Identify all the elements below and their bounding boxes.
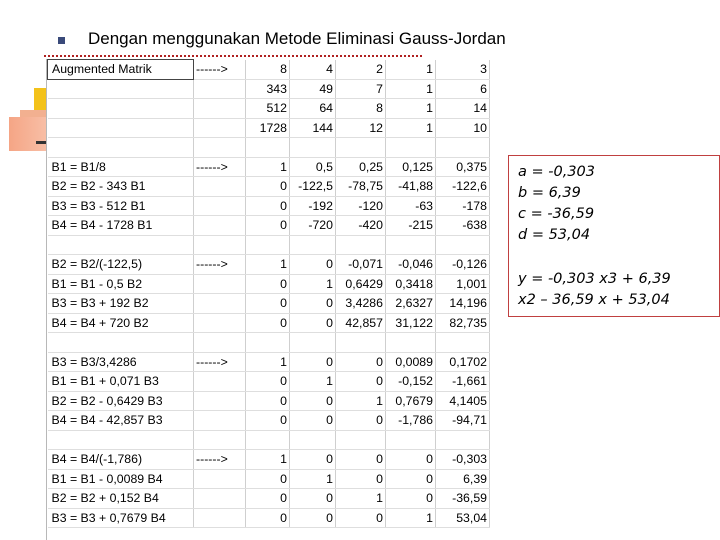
slide-heading: Dengan menggunakan Metode Eliminasi Gauss-Jordan xyxy=(88,29,506,48)
table-row xyxy=(48,196,490,216)
value-cell: 0 xyxy=(290,489,336,509)
empty-cell xyxy=(194,274,246,294)
arrow-cell: ------> xyxy=(194,352,246,372)
empty-cell xyxy=(194,99,246,119)
result-box xyxy=(508,155,720,317)
result-a: a = -0,303 xyxy=(518,164,595,180)
empty-cell xyxy=(246,333,290,353)
row-label: B4 = B4 - 42,857 B3 xyxy=(48,411,194,431)
table-row xyxy=(48,313,490,333)
value-cell: 2 xyxy=(336,60,386,80)
value-cell: 1 xyxy=(246,352,290,372)
value-cell: -0,126 xyxy=(436,255,490,275)
value-cell: 0 xyxy=(386,489,436,509)
value-cell: -0,303 xyxy=(436,450,490,470)
value-cell: 0 xyxy=(290,411,336,431)
row-label: B1 = B1 - 0,0089 B4 xyxy=(48,469,194,489)
table-row xyxy=(48,216,490,236)
empty-cell xyxy=(386,235,436,255)
value-cell: 0 xyxy=(336,508,386,528)
value-cell: 53,04 xyxy=(436,508,490,528)
value-cell: 1 xyxy=(336,391,386,411)
value-cell: 1 xyxy=(246,255,290,275)
value-cell: 0 xyxy=(290,255,336,275)
bullet-square-icon xyxy=(58,37,65,44)
row-label: B2 = B2 - 0,6429 B3 xyxy=(48,391,194,411)
result-equation-line-1: y = -0,303 x3 + 6,39 xyxy=(518,271,671,287)
value-cell: 1 xyxy=(290,372,336,392)
value-cell: 0 xyxy=(246,508,290,528)
value-cell: -63 xyxy=(386,196,436,216)
decorative-dark-line xyxy=(36,141,46,144)
value-cell: 0 xyxy=(246,216,290,236)
blank-row xyxy=(48,138,490,158)
value-cell: 0 xyxy=(336,469,386,489)
empty-cell xyxy=(194,79,246,99)
empty-cell xyxy=(436,333,490,353)
table-row xyxy=(48,157,490,177)
empty-cell xyxy=(194,313,246,333)
value-cell: 1 xyxy=(386,118,436,138)
empty-cell xyxy=(194,372,246,392)
value-cell: 0 xyxy=(290,294,336,314)
row-label: B3 = B3 - 512 B1 xyxy=(48,196,194,216)
blank-row xyxy=(48,430,490,450)
table-row xyxy=(48,352,490,372)
value-cell: -36,59 xyxy=(436,489,490,509)
empty-cell xyxy=(194,235,246,255)
result-equation-line-2: x2 – 36,59 x + 53,04 xyxy=(518,292,670,308)
value-cell: 0 xyxy=(386,450,436,470)
value-cell: 64 xyxy=(290,99,336,119)
value-cell: -0,152 xyxy=(386,372,436,392)
empty-cell xyxy=(194,216,246,236)
value-cell: 3 xyxy=(436,60,490,80)
value-cell: 1 xyxy=(246,450,290,470)
value-cell: 14 xyxy=(436,99,490,119)
value-cell: 0 xyxy=(336,450,386,470)
row-label: B1 = B1 + 0,071 B3 xyxy=(48,372,194,392)
table-row xyxy=(48,508,490,528)
empty-cell xyxy=(246,235,290,255)
empty-cell xyxy=(48,138,194,158)
value-cell: -122,5 xyxy=(290,177,336,197)
spreadsheet-image xyxy=(46,59,489,540)
empty-cell xyxy=(48,333,194,353)
value-cell: 10 xyxy=(436,118,490,138)
value-cell: 7 xyxy=(336,79,386,99)
result-c: c = -36,59 xyxy=(518,206,595,222)
value-cell: 1728 xyxy=(246,118,290,138)
empty-cell xyxy=(336,138,386,158)
empty-cell xyxy=(436,430,490,450)
value-cell: 0,5 xyxy=(290,157,336,177)
value-cell: 0,3418 xyxy=(386,274,436,294)
value-cell: 0,25 xyxy=(336,157,386,177)
value-cell: 14,196 xyxy=(436,294,490,314)
empty-cell xyxy=(194,391,246,411)
value-cell: 0 xyxy=(336,372,386,392)
arrow-cell: ------> xyxy=(194,450,246,470)
value-cell: 8 xyxy=(246,60,290,80)
empty-cell xyxy=(336,333,386,353)
value-cell: 1 xyxy=(336,489,386,509)
row-label: B3 = B3 + 0,7679 B4 xyxy=(48,508,194,528)
value-cell: 0,6429 xyxy=(336,274,386,294)
empty-cell xyxy=(290,138,336,158)
empty-cell xyxy=(194,469,246,489)
value-cell: -120 xyxy=(336,196,386,216)
spellcheck-underline xyxy=(44,55,424,57)
table-row xyxy=(48,372,490,392)
value-cell: 0 xyxy=(246,411,290,431)
value-cell: 31,122 xyxy=(386,313,436,333)
value-cell: 82,735 xyxy=(436,313,490,333)
value-cell: 0 xyxy=(290,508,336,528)
value-cell: 2,6327 xyxy=(386,294,436,314)
value-cell: 1 xyxy=(386,99,436,119)
row-label: B1 = B1/8 xyxy=(48,157,194,177)
empty-cell xyxy=(290,333,336,353)
row-label: B2 = B2 + 0,152 B4 xyxy=(48,489,194,509)
table-row xyxy=(48,255,490,275)
empty-cell xyxy=(48,118,194,138)
value-cell: 42,857 xyxy=(336,313,386,333)
value-cell: 0 xyxy=(336,352,386,372)
value-cell: 1 xyxy=(386,79,436,99)
empty-cell xyxy=(194,294,246,314)
value-cell: -178 xyxy=(436,196,490,216)
table-row xyxy=(48,294,490,314)
value-cell: 512 xyxy=(246,99,290,119)
value-cell: -94,71 xyxy=(436,411,490,431)
value-cell: 1 xyxy=(246,157,290,177)
empty-cell xyxy=(386,138,436,158)
value-cell: 0 xyxy=(290,352,336,372)
value-cell: 0,125 xyxy=(386,157,436,177)
table-row xyxy=(48,274,490,294)
value-cell: 0 xyxy=(336,411,386,431)
empty-cell xyxy=(194,411,246,431)
value-cell: 343 xyxy=(246,79,290,99)
value-cell: 0,7679 xyxy=(386,391,436,411)
row-label: Augmented Matrik xyxy=(48,60,194,80)
table-row xyxy=(48,489,490,509)
decorative-orange-block xyxy=(9,117,49,151)
value-cell: 4 xyxy=(290,60,336,80)
table-row xyxy=(48,118,490,138)
empty-cell xyxy=(194,118,246,138)
empty-cell xyxy=(386,430,436,450)
value-cell: -638 xyxy=(436,216,490,236)
value-cell: -41,88 xyxy=(386,177,436,197)
value-cell: -1,786 xyxy=(386,411,436,431)
value-cell: 0 xyxy=(246,294,290,314)
value-cell: 1 xyxy=(290,274,336,294)
value-cell: 0 xyxy=(246,313,290,333)
value-cell: 0 xyxy=(290,391,336,411)
empty-cell xyxy=(194,430,246,450)
row-label: B4 = B4/(-1,786) xyxy=(48,450,194,470)
blank-row xyxy=(48,333,490,353)
table-row xyxy=(48,99,490,119)
value-cell: 3,4286 xyxy=(336,294,386,314)
value-cell: 0,1702 xyxy=(436,352,490,372)
empty-cell xyxy=(194,177,246,197)
value-cell: 0 xyxy=(246,274,290,294)
value-cell: 1 xyxy=(290,469,336,489)
table-row xyxy=(48,79,490,99)
value-cell: 49 xyxy=(290,79,336,99)
empty-cell xyxy=(48,430,194,450)
table-row xyxy=(48,60,490,80)
value-cell: 0 xyxy=(386,469,436,489)
value-cell: -122,6 xyxy=(436,177,490,197)
value-cell: -0,071 xyxy=(336,255,386,275)
value-cell: 1,001 xyxy=(436,274,490,294)
arrow-cell: ------> xyxy=(194,255,246,275)
value-cell: -1,661 xyxy=(436,372,490,392)
empty-cell xyxy=(194,489,246,509)
result-b: b = 6,39 xyxy=(518,185,581,201)
empty-cell xyxy=(246,138,290,158)
value-cell: 0 xyxy=(246,489,290,509)
empty-cell xyxy=(48,79,194,99)
table-row xyxy=(48,177,490,197)
gauss-jordan-table xyxy=(47,59,490,528)
row-label: B3 = B3/3,4286 xyxy=(48,352,194,372)
empty-cell xyxy=(336,430,386,450)
arrow-cell: ------> xyxy=(194,157,246,177)
value-cell: 0 xyxy=(246,391,290,411)
empty-cell xyxy=(194,138,246,158)
value-cell: 0 xyxy=(246,372,290,392)
value-cell: -78,75 xyxy=(336,177,386,197)
value-cell: 0,375 xyxy=(436,157,490,177)
table-row xyxy=(48,391,490,411)
table-row xyxy=(48,450,490,470)
table-row xyxy=(48,411,490,431)
empty-cell xyxy=(436,138,490,158)
empty-cell xyxy=(194,333,246,353)
value-cell: -720 xyxy=(290,216,336,236)
row-label: B4 = B4 - 1728 B1 xyxy=(48,216,194,236)
empty-cell xyxy=(290,430,336,450)
value-cell: 0 xyxy=(290,313,336,333)
empty-cell xyxy=(336,235,386,255)
row-label: B3 = B3 + 192 B2 xyxy=(48,294,194,314)
value-cell: -420 xyxy=(336,216,386,236)
value-cell: 8 xyxy=(336,99,386,119)
empty-cell xyxy=(48,99,194,119)
value-cell: -215 xyxy=(386,216,436,236)
value-cell: 1 xyxy=(386,508,436,528)
value-cell: 0 xyxy=(290,450,336,470)
empty-cell xyxy=(194,508,246,528)
empty-cell xyxy=(386,333,436,353)
value-cell: -192 xyxy=(290,196,336,216)
row-label: B2 = B2/(-122,5) xyxy=(48,255,194,275)
blank-row xyxy=(48,235,490,255)
row-label: B2 = B2 - 343 B1 xyxy=(48,177,194,197)
row-label: B4 = B4 + 720 B2 xyxy=(48,313,194,333)
arrow-cell: ------> xyxy=(194,60,246,80)
value-cell: -0,046 xyxy=(386,255,436,275)
value-cell: 0 xyxy=(246,469,290,489)
value-cell: 6,39 xyxy=(436,469,490,489)
row-label: B1 = B1 - 0,5 B2 xyxy=(48,274,194,294)
value-cell: 6 xyxy=(436,79,490,99)
empty-cell xyxy=(194,196,246,216)
value-cell: 0 xyxy=(246,177,290,197)
value-cell: 1 xyxy=(386,60,436,80)
result-d: d = 53,04 xyxy=(518,227,591,243)
empty-cell xyxy=(48,235,194,255)
value-cell: 12 xyxy=(336,118,386,138)
value-cell: 4,1405 xyxy=(436,391,490,411)
empty-cell xyxy=(290,235,336,255)
value-cell: 0 xyxy=(246,196,290,216)
empty-cell xyxy=(436,235,490,255)
table-row xyxy=(48,469,490,489)
value-cell: 144 xyxy=(290,118,336,138)
value-cell: 0,0089 xyxy=(386,352,436,372)
empty-cell xyxy=(246,430,290,450)
